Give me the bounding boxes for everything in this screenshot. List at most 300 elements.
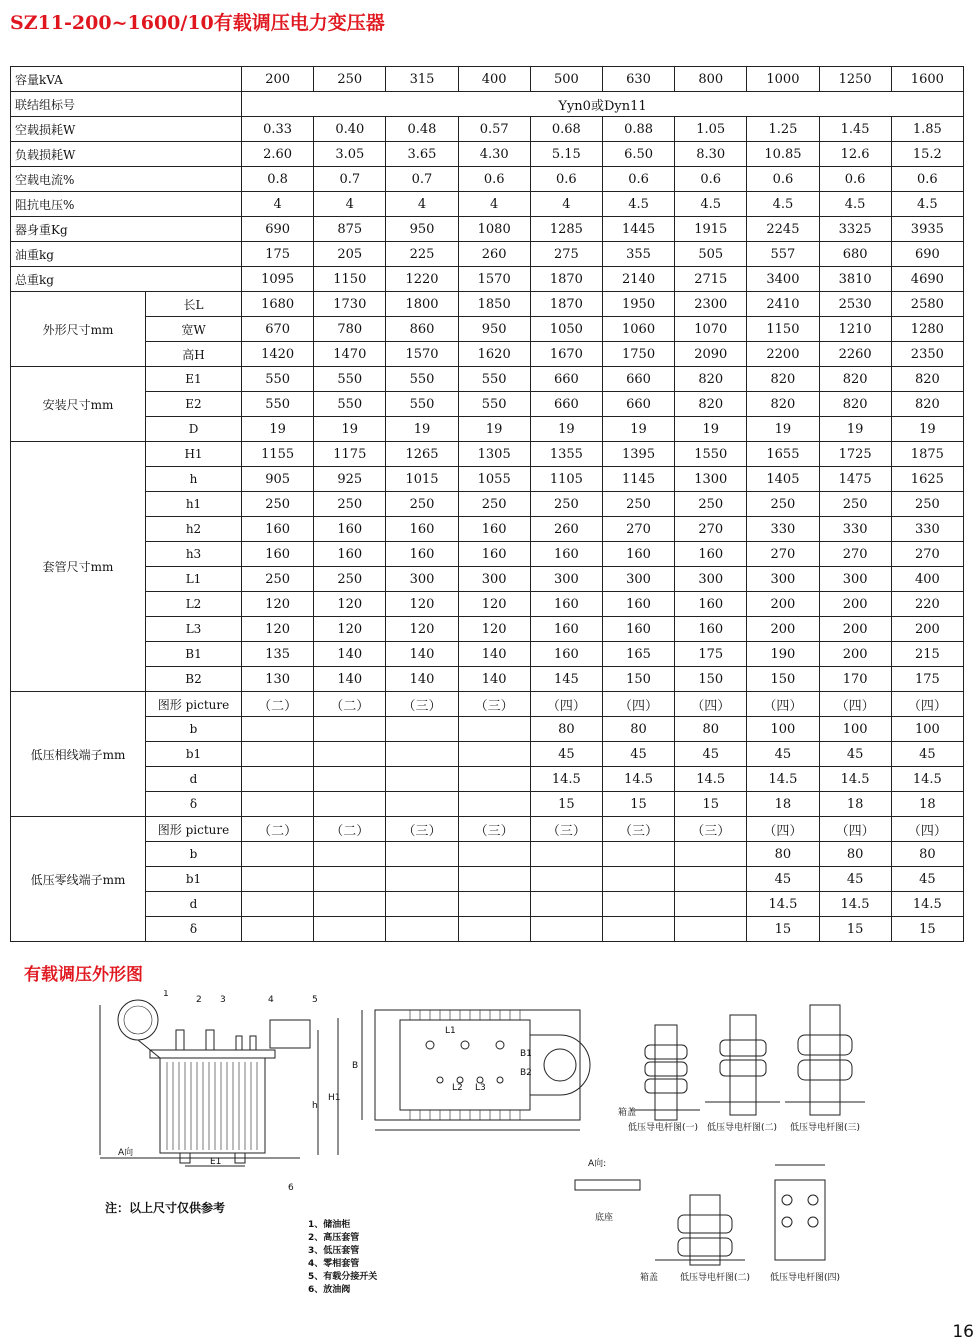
table-row [11, 742, 964, 767]
table-cell: 0.6 [458, 167, 530, 192]
table-cell: 260 [458, 242, 530, 267]
table-cell [530, 892, 602, 917]
table-cell: 4690 [891, 267, 963, 292]
table-cell: 150 [675, 667, 747, 692]
table-cell: 820 [675, 392, 747, 417]
table-cell: 1250 [819, 67, 891, 92]
row-label: 空载损耗W [11, 117, 242, 142]
table-cell: 3.05 [314, 142, 386, 167]
table-cell: 300 [747, 567, 819, 592]
table-cell: 400 [891, 567, 963, 592]
table-cell: 0.68 [530, 117, 602, 142]
table-row [11, 467, 964, 492]
table-cell: （二） [242, 817, 314, 842]
table-cell: （四） [602, 692, 674, 717]
a-view-label: A向: [588, 1159, 607, 1169]
note-text: 注：以上尺寸仅供参考 [105, 1201, 226, 1215]
table-cell: 820 [891, 392, 963, 417]
table-row [11, 242, 964, 267]
table-cell: 505 [675, 242, 747, 267]
table-cell: 1150 [747, 317, 819, 342]
legend-item: 6、放油阀 [308, 1285, 351, 1295]
table-cell: 550 [458, 367, 530, 392]
table-cell: 550 [386, 367, 458, 392]
table-cell: 250 [675, 492, 747, 517]
table-row [11, 142, 964, 167]
table-cell: 1570 [458, 267, 530, 292]
top-view [362, 1010, 590, 1130]
table-cell: 550 [458, 392, 530, 417]
table-cell: 1000 [747, 67, 819, 92]
table-cell: 250 [530, 492, 602, 517]
table-cell: 4 [386, 192, 458, 217]
table-cell: 2350 [891, 342, 963, 367]
table-cell [675, 867, 747, 892]
table-cell: 19 [242, 417, 314, 442]
table-cell: 100 [819, 717, 891, 742]
table-cell: 170 [819, 667, 891, 692]
table-cell [675, 917, 747, 942]
rod-1 [630, 1025, 700, 1120]
table-cell: 215 [891, 642, 963, 667]
sub-label: b1 [146, 867, 242, 892]
table-cell: 0.6 [602, 167, 674, 192]
table-cell: 200 [819, 642, 891, 667]
table-row [11, 867, 964, 892]
table-cell: 120 [242, 617, 314, 642]
table-cell: 80 [891, 842, 963, 867]
table-cell: 100 [891, 717, 963, 742]
table-cell: （二） [314, 692, 386, 717]
table-cell: 160 [530, 617, 602, 642]
table-cell: 80 [747, 842, 819, 867]
rod-3 [785, 1005, 865, 1115]
table-cell: （二） [242, 692, 314, 717]
table-cell: 1445 [602, 217, 674, 242]
table-cell: 4 [242, 192, 314, 217]
table-cell [242, 892, 314, 917]
table-cell: 275 [530, 242, 602, 267]
table-cell: 18 [747, 792, 819, 817]
table-cell: 660 [530, 367, 602, 392]
table-cell: 300 [602, 567, 674, 592]
sub-label: B1 [146, 642, 242, 667]
table-cell: 45 [819, 867, 891, 892]
table-cell: 250 [314, 492, 386, 517]
table-cell: 1060 [602, 317, 674, 342]
table-cell: 175 [242, 242, 314, 267]
table-cell [458, 792, 530, 817]
table-cell: 1150 [314, 267, 386, 292]
table-cell: 1305 [458, 442, 530, 467]
rod-caption-4: 低压导电杆图(四) [770, 1273, 841, 1283]
table-cell: 6.50 [602, 142, 674, 167]
table-cell: （三） [386, 692, 458, 717]
table-cell: 19 [675, 417, 747, 442]
table-cell: （四） [891, 817, 963, 842]
table-cell: 2300 [675, 292, 747, 317]
table-row [11, 717, 964, 742]
table-cell: 1600 [891, 67, 963, 92]
table-cell: 200 [819, 592, 891, 617]
table-cell: 15.2 [891, 142, 963, 167]
table-cell: 160 [314, 517, 386, 542]
sub-label: h [146, 467, 242, 492]
table-cell: 0.33 [242, 117, 314, 142]
table-cell: 1570 [386, 342, 458, 367]
table-cell: 270 [675, 517, 747, 542]
table-cell: 3935 [891, 217, 963, 242]
table-cell: 1850 [458, 292, 530, 317]
table-cell: 4 [458, 192, 530, 217]
table-cell: 15 [675, 792, 747, 817]
table-cell: 160 [675, 592, 747, 617]
table-cell: 550 [314, 367, 386, 392]
table-cell: （四） [675, 692, 747, 717]
table-cell: 2140 [602, 267, 674, 292]
table-row [11, 67, 964, 92]
table-cell: 19 [458, 417, 530, 442]
label-B2: B2 [520, 1068, 532, 1078]
table-cell: 10.85 [747, 142, 819, 167]
table-cell: 1.85 [891, 117, 963, 142]
table-cell: 630 [602, 67, 674, 92]
table-cell: 1210 [819, 317, 891, 342]
table-cell: 250 [747, 492, 819, 517]
table-cell: （四） [747, 817, 819, 842]
sub-label: h2 [146, 517, 242, 542]
table-cell: 45 [602, 742, 674, 767]
table-cell: 160 [602, 592, 674, 617]
rod-caption-base: 低压导电杆图(二) [680, 1273, 751, 1283]
table-cell: 14.5 [747, 767, 819, 792]
table-cell: 1355 [530, 442, 602, 467]
row-label: 油重kg [11, 242, 242, 267]
table-cell: 14.5 [747, 892, 819, 917]
table-cell: 120 [314, 592, 386, 617]
table-cell [458, 842, 530, 867]
table-cell: 2245 [747, 217, 819, 242]
table-cell: 330 [891, 517, 963, 542]
table-row [11, 617, 964, 642]
table-cell: 8.30 [675, 142, 747, 167]
table-cell: 550 [386, 392, 458, 417]
sub-label: b [146, 717, 242, 742]
table-cell [242, 792, 314, 817]
table-cell: 1105 [530, 467, 602, 492]
table-cell: 1395 [602, 442, 674, 467]
sub-label: h3 [146, 542, 242, 567]
sub-label: D [146, 417, 242, 442]
table-cell: 680 [819, 242, 891, 267]
table-cell: 1175 [314, 442, 386, 467]
table-cell: 250 [458, 492, 530, 517]
table-cell: 260 [530, 517, 602, 542]
table-cell: 145 [530, 667, 602, 692]
label-n3: 3 [220, 995, 226, 1005]
table-cell: 250 [242, 492, 314, 517]
table-cell: 1080 [458, 217, 530, 242]
box-cover-label: 箱盖 [618, 1108, 637, 1118]
table-cell: 400 [458, 67, 530, 92]
sub-label: L3 [146, 617, 242, 642]
row-label: 负载损耗W [11, 142, 242, 167]
table-cell [675, 892, 747, 917]
table-cell: 160 [675, 617, 747, 642]
group-label: 安装尺寸mm [11, 367, 146, 442]
sub-label: b1 [146, 742, 242, 767]
table-cell [242, 767, 314, 792]
table-cell: 1280 [891, 317, 963, 342]
table-cell: 1620 [458, 342, 530, 367]
table-cell: 12.6 [819, 142, 891, 167]
table-cell: 300 [386, 567, 458, 592]
table-cell [242, 742, 314, 767]
table-cell: （三） [530, 817, 602, 842]
table-cell: 80 [602, 717, 674, 742]
table-cell: 300 [675, 567, 747, 592]
table-cell: 2715 [675, 267, 747, 292]
table-cell: 19 [602, 417, 674, 442]
sub-label: L2 [146, 592, 242, 617]
table-row [11, 342, 964, 367]
table-cell: （四） [530, 692, 602, 717]
table-row [11, 167, 964, 192]
table-cell: 160 [530, 592, 602, 617]
table-cell: 45 [891, 742, 963, 767]
table-cell: 165 [602, 642, 674, 667]
table-cell: 160 [602, 617, 674, 642]
outline-drawing [0, 990, 980, 1340]
table-cell: 4 [314, 192, 386, 217]
table-cell: 1420 [242, 342, 314, 367]
table-cell: 4.5 [675, 192, 747, 217]
table-cell: 160 [530, 542, 602, 567]
table-cell: 270 [819, 542, 891, 567]
table-row [11, 592, 964, 617]
table-cell: 1475 [819, 467, 891, 492]
table-cell [458, 742, 530, 767]
table-cell [602, 842, 674, 867]
table-cell: 860 [386, 317, 458, 342]
table-cell: 1870 [530, 267, 602, 292]
table-cell: 1.25 [747, 117, 819, 142]
table-cell: 1655 [747, 442, 819, 467]
table-cell: 5.15 [530, 142, 602, 167]
table-cell: 270 [602, 517, 674, 542]
table-cell: 2580 [891, 292, 963, 317]
table-cell: 1300 [675, 467, 747, 492]
table-cell: 19 [819, 417, 891, 442]
rod-caption-1: 低压导电杆图(一) [628, 1123, 699, 1133]
table-cell: 160 [458, 517, 530, 542]
table-cell: 1285 [530, 217, 602, 242]
sub-label: d [146, 892, 242, 917]
table-cell: 160 [386, 542, 458, 567]
sub-label: δ [146, 792, 242, 817]
table-cell [458, 717, 530, 742]
sub-label: d [146, 767, 242, 792]
table-cell: 160 [386, 517, 458, 542]
table-row [11, 792, 964, 817]
table-cell: 140 [386, 642, 458, 667]
table-cell: 120 [242, 592, 314, 617]
sub-label: h1 [146, 492, 242, 517]
table-cell [675, 842, 747, 867]
label-E1: E1 [210, 1157, 222, 1167]
table-cell: 0.6 [530, 167, 602, 192]
label-B1: B1 [520, 1049, 532, 1059]
table-cell: 2530 [819, 292, 891, 317]
table-cell: 550 [242, 367, 314, 392]
table-cell: 1725 [819, 442, 891, 467]
table-cell: 0.7 [314, 167, 386, 192]
table-cell [386, 742, 458, 767]
table-cell: 0.6 [819, 167, 891, 192]
table-cell: 820 [747, 392, 819, 417]
sub-label: H1 [146, 442, 242, 467]
table-cell: 550 [242, 392, 314, 417]
table-cell: 205 [314, 242, 386, 267]
table-cell: 1550 [675, 442, 747, 467]
legend-item: 4、零相套管 [308, 1259, 360, 1269]
row-label: 联结组标号 [11, 92, 242, 117]
table-cell: 160 [602, 542, 674, 567]
table-cell: 45 [747, 742, 819, 767]
table-cell: 820 [891, 367, 963, 392]
table-row [11, 117, 964, 142]
table-cell: 130 [242, 667, 314, 692]
table-cell: 1750 [602, 342, 674, 367]
table-cell: 660 [602, 367, 674, 392]
table-cell: 330 [819, 517, 891, 542]
table-cell [530, 917, 602, 942]
sub-label: b [146, 842, 242, 867]
table-cell: 80 [819, 842, 891, 867]
table-cell [602, 892, 674, 917]
sub-label: E2 [146, 392, 242, 417]
table-cell: （三） [602, 817, 674, 842]
table-cell: 120 [386, 592, 458, 617]
group-label: 外形尺寸mm [11, 292, 146, 367]
table-cell: 250 [314, 67, 386, 92]
table-cell: 250 [386, 492, 458, 517]
table-cell [314, 867, 386, 892]
table-cell: 190 [747, 642, 819, 667]
table-cell: 160 [314, 542, 386, 567]
table-row [11, 392, 964, 417]
table-cell: 0.6 [747, 167, 819, 192]
table-cell: 1015 [386, 467, 458, 492]
label-h: h [312, 1101, 318, 1111]
label-n2: 2 [196, 995, 202, 1005]
sub-label: 宽W [146, 317, 242, 342]
table-cell: （三） [675, 817, 747, 842]
table-cell: 950 [386, 217, 458, 242]
table-cell: 1.45 [819, 117, 891, 142]
table-cell: （四） [819, 692, 891, 717]
table-cell: 1145 [602, 467, 674, 492]
table-cell [386, 767, 458, 792]
table-cell: 140 [314, 667, 386, 692]
table-cell: 250 [314, 567, 386, 592]
table-cell [314, 892, 386, 917]
table-cell: 15 [602, 792, 674, 817]
table-cell: 0.88 [602, 117, 674, 142]
table-cell: （四） [747, 692, 819, 717]
table-cell: 0.7 [386, 167, 458, 192]
table-cell: 120 [386, 617, 458, 642]
sub-label: B2 [146, 667, 242, 692]
table-cell: 120 [314, 617, 386, 642]
table-row [11, 317, 964, 342]
table-cell [314, 742, 386, 767]
table-cell: 670 [242, 317, 314, 342]
table-cell [458, 917, 530, 942]
table-cell: 1875 [891, 442, 963, 467]
table-cell [386, 792, 458, 817]
table-cell: 4.5 [891, 192, 963, 217]
table-cell [386, 842, 458, 867]
table-cell: 19 [891, 417, 963, 442]
table-cell: 250 [891, 492, 963, 517]
table-cell: 0.48 [386, 117, 458, 142]
table-row [11, 542, 964, 567]
table-row [11, 767, 964, 792]
table-row [11, 817, 964, 842]
table-row [11, 642, 964, 667]
table-cell: 15 [819, 917, 891, 942]
table-cell: 200 [242, 67, 314, 92]
table-cell: 45 [675, 742, 747, 767]
table-cell [242, 717, 314, 742]
table-row [11, 892, 964, 917]
label-n1: 1 [163, 990, 169, 999]
sub-label: 图形 picture [146, 817, 242, 842]
table-row [11, 292, 964, 317]
table-cell: 45 [747, 867, 819, 892]
page-number: 16 [952, 1322, 974, 1342]
table-cell [458, 892, 530, 917]
base-label: 底座 [595, 1213, 614, 1223]
table-cell: 4 [530, 192, 602, 217]
table-cell: 100 [747, 717, 819, 742]
table-cell: 19 [386, 417, 458, 442]
legend-item: 2、高压套管 [308, 1233, 360, 1243]
table-cell: 200 [747, 592, 819, 617]
table-cell: 1070 [675, 317, 747, 342]
table-cell: （四） [819, 817, 891, 842]
table-cell: 220 [891, 592, 963, 617]
table-cell: 140 [458, 642, 530, 667]
table-cell: 0.8 [242, 167, 314, 192]
sub-label: 图形 picture [146, 692, 242, 717]
table-cell: 160 [458, 542, 530, 567]
sub-label: L1 [146, 567, 242, 592]
table-cell: 250 [602, 492, 674, 517]
table-cell: 140 [314, 642, 386, 667]
table-cell [602, 917, 674, 942]
sub-label: 高H [146, 342, 242, 367]
label-n6: 6 [288, 1183, 294, 1193]
group-label: 套管尺寸mm [11, 442, 146, 692]
table-cell: 14.5 [602, 767, 674, 792]
table-cell: 14.5 [530, 767, 602, 792]
table-cell: （三） [458, 692, 530, 717]
table-cell: 875 [314, 217, 386, 242]
table-cell: 120 [458, 592, 530, 617]
legend-item: 5、有载分接开关 [308, 1272, 378, 1282]
